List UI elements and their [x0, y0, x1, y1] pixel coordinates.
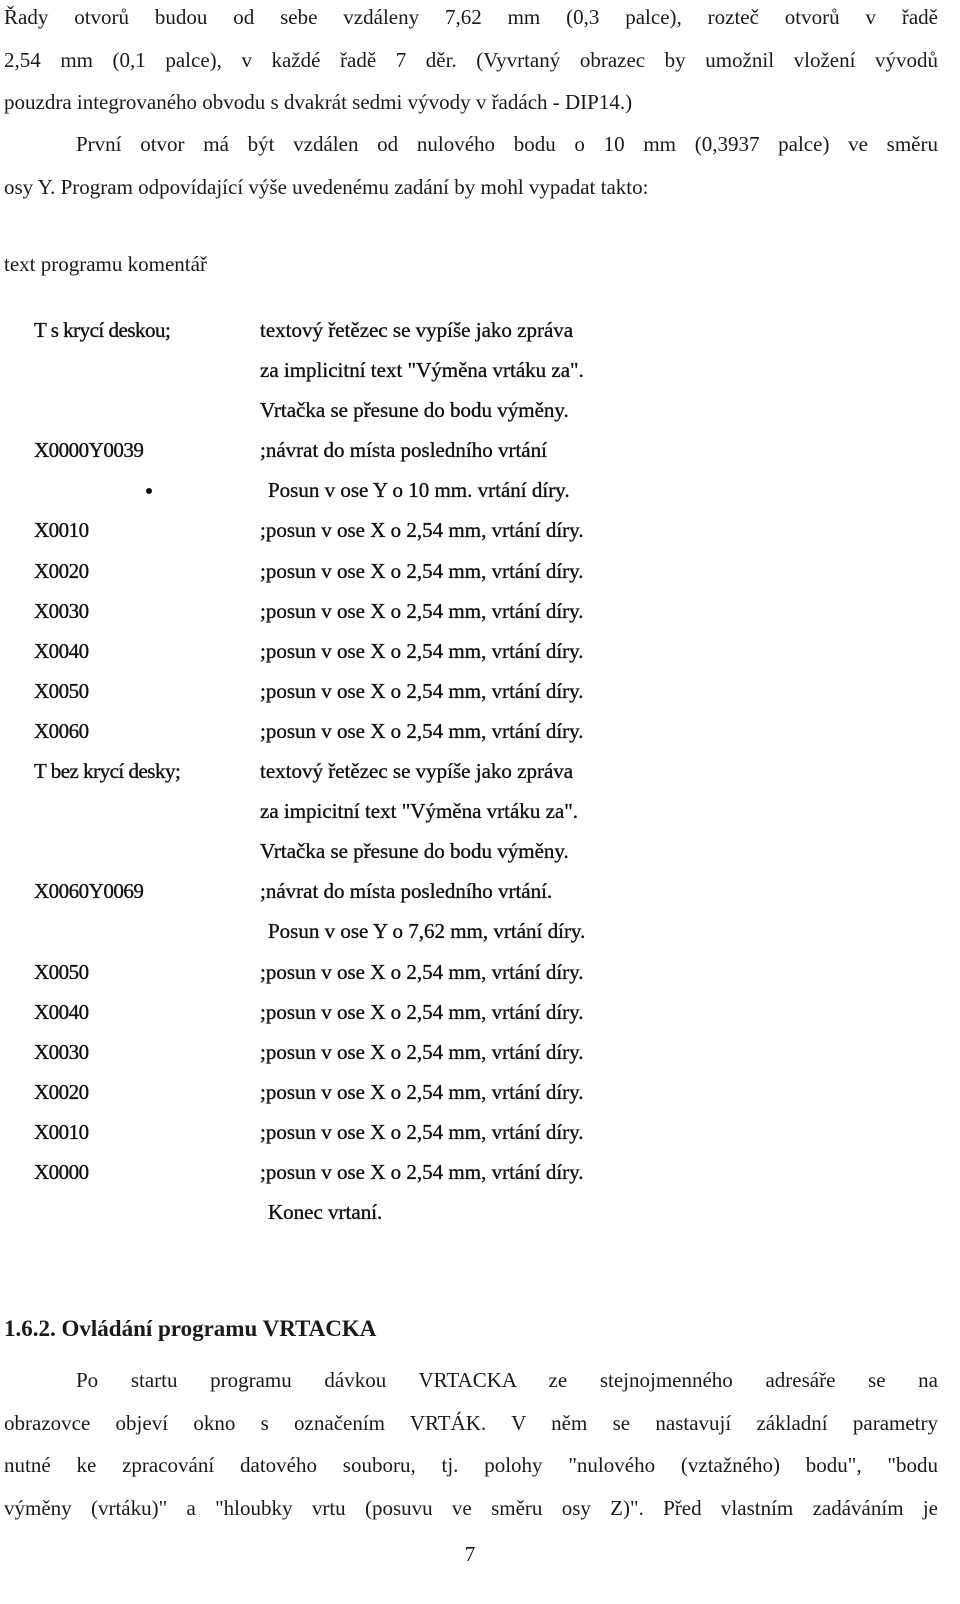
program-comment: Vrtačka se přesune do bodu výměny. — [260, 398, 569, 423]
scan-dot-mark — [146, 488, 152, 494]
vrtacka-line: Po startu programu dávkou VRTACKA ze stejnojmenného adresáře se na — [76, 1368, 938, 1392]
program-comment: za implicitní text "Výměna vrtáku za". — [260, 358, 584, 383]
program-row — [0, 833, 960, 873]
program-row — [0, 432, 960, 472]
program-comment: ;posun v ose X o 2,54 mm, vrtání díry. — [260, 518, 584, 543]
program-row — [0, 793, 960, 833]
program-comment: textový řetězec se vypíše jako zpráva — [260, 318, 574, 342]
program-row — [0, 873, 960, 913]
program-code: X0030 — [34, 598, 89, 623]
program-comment: ;posun v ose X o 2,54 mm, vrtání díry. — [260, 1159, 584, 1184]
program-comment: Vrtačka se přesune do bodu výměny. — [260, 839, 569, 864]
program-code: X0060 — [34, 718, 89, 743]
program-row — [0, 512, 960, 552]
program-row — [0, 673, 960, 713]
program-row — [0, 954, 960, 994]
program-listing — [0, 312, 960, 1234]
program-row — [0, 1154, 960, 1194]
program-row — [0, 593, 960, 633]
program-comment: Posun v ose Y o 7,62 mm, vrtání díry. — [268, 919, 586, 944]
program-row — [0, 312, 960, 352]
program-code: X0020 — [34, 558, 89, 583]
program-row — [0, 352, 960, 392]
vrtacka-line: obrazovce objeví okno s označením VRTÁK. V něm se nastavují základní parametry — [4, 1410, 938, 1435]
program-row — [0, 1194, 960, 1234]
program-comment: za impicitní text "Výměna vrtáku za". — [260, 799, 579, 824]
program-comment: ;posun v ose X o 2,54 mm, vrtání díry. — [260, 638, 584, 663]
program-code: X0000 — [34, 1159, 89, 1184]
program-comment: ;posun v ose X o 2,54 mm, vrtání díry. — [260, 1039, 584, 1064]
program-comment: Posun v ose Y o 10 mm. vrtání díry. — [268, 478, 570, 503]
program-row — [0, 633, 960, 673]
program-code: X0010 — [34, 1119, 89, 1144]
vrtacka-paragraph — [4, 1359, 938, 1529]
program-comment: ;posun v ose X o 2,54 mm, vrtání díry. — [260, 678, 584, 703]
intro-line: pouzdra integrovaného obvodu s dvakrát sedmi vývody v řadách - DIP14.) — [4, 90, 633, 114]
program-code: X0020 — [34, 1079, 89, 1104]
program-code: X0000Y0039 — [34, 438, 144, 463]
program-row — [0, 472, 960, 512]
program-row — [0, 713, 960, 753]
section-heading: 1.6.2. Ovládání programu VRTACKA — [4, 1316, 377, 1341]
program-comment: ;posun v ose X o 2,54 mm, vrtání díry. — [260, 598, 584, 623]
program-comment: ;posun v ose X o 2,54 mm, vrtání díry. — [260, 959, 584, 984]
program-comment: ;návrat do místa posledního vrtání — [260, 438, 547, 463]
program-comment: ;posun v ose X o 2,54 mm, vrtání díry. — [260, 999, 584, 1024]
program-row — [0, 913, 960, 953]
program-table-header: text programu komentář — [4, 252, 207, 276]
page-number: 7 — [464, 1542, 476, 1566]
program-comment: ;posun v ose X o 2,54 mm, vrtání díry. — [260, 1079, 584, 1104]
vrtacka-line: výměny (vrtáku)" a "hloubky vrtu (posuvu ve směru osy Z)". Před vlastním zadáváním je — [4, 1495, 938, 1520]
program-row — [0, 994, 960, 1034]
program-code: X0040 — [34, 999, 89, 1024]
program-row — [0, 1034, 960, 1074]
program-code: T s krycí deskou; — [34, 318, 171, 342]
program-comment: ;posun v ose X o 2,54 mm, vrtání díry. — [260, 558, 584, 583]
program-code: X0060Y0069 — [34, 879, 144, 904]
program-row — [0, 1114, 960, 1154]
program-row — [0, 1074, 960, 1114]
description-line: osy Y. Program odpovídající výše uvedenému zadání by mohl vypadat takto: — [4, 174, 649, 199]
program-row — [0, 553, 960, 593]
intro-line: Řady otvorů budou od sebe vzdáleny 7,62 mm (0,3 palce), rozteč otvorů v řadě — [4, 5, 938, 29]
program-comment: ;posun v ose X o 2,54 mm, vrtání díry. — [260, 718, 584, 743]
program-row — [0, 753, 960, 793]
program-code: X0030 — [34, 1039, 89, 1064]
program-code: X0040 — [34, 638, 89, 663]
program-row — [0, 392, 960, 432]
program-description-paragraph — [4, 123, 938, 208]
intro-line: 2,54 mm (0,1 palce), v každé řadě 7 děr. (Vyvrtaný obrazec by umožnil vložení vývodů — [4, 47, 938, 72]
program-code: X0050 — [34, 959, 89, 984]
vrtacka-line: nutné ke zpracování datového souboru, tj. polohy "nulového (vztažného) bodu", "bodu — [4, 1453, 938, 1477]
program-code: X0050 — [34, 678, 89, 703]
program-comment: ;návrat do místa posledního vrtání. — [260, 879, 553, 904]
program-comment: ;posun v ose X o 2,54 mm, vrtání díry. — [260, 1119, 584, 1144]
program-comment: Konec vrtaní. — [268, 1200, 383, 1225]
program-comment: textový řetězec se vypíše jako zpráva — [260, 759, 574, 784]
program-code: X0010 — [34, 518, 89, 543]
description-line: První otvor má být vzdálen od nulového bodu o 10 mm (0,3937 palce) ve směru — [76, 132, 938, 156]
intro-paragraph — [4, 0, 938, 124]
program-code: T bez krycí desky; — [34, 759, 181, 784]
